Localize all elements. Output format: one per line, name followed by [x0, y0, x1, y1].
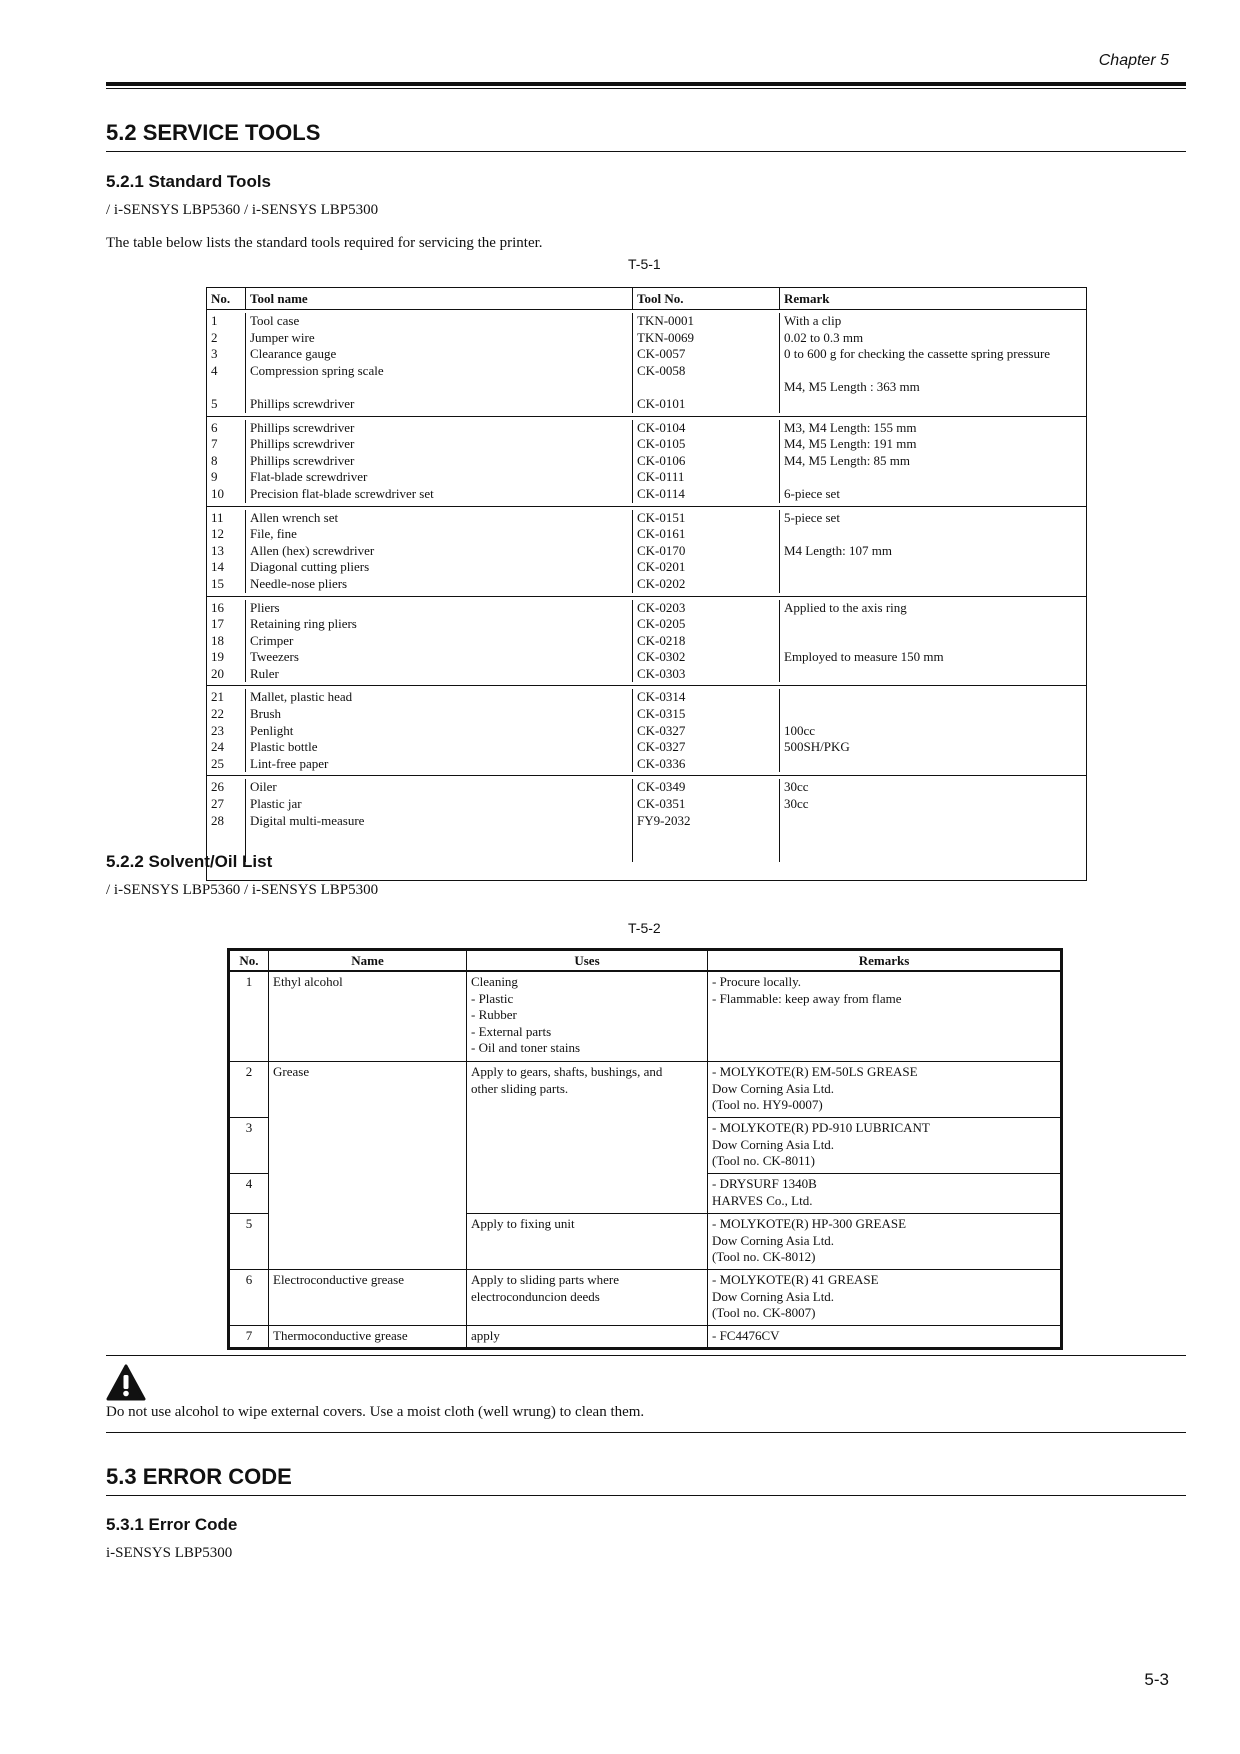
line: CK-0105: [637, 436, 686, 452]
cell-remarks: [708, 1174, 1060, 1214]
line: Crimper: [250, 632, 294, 648]
cell-name: Ethyl alcohol: [269, 972, 467, 1062]
line: CK-0202: [637, 575, 686, 591]
line: 24: [211, 739, 224, 755]
models-line-3: i-SENSYS LBP5300: [106, 1545, 233, 1561]
cell-name: Electroconductive grease: [269, 1270, 467, 1326]
line: CK-0327: [637, 722, 686, 738]
cell-remark: [780, 313, 1086, 413]
line: CK-0327: [637, 739, 686, 755]
section-rule: [106, 151, 1186, 152]
line: - Procure locally.: [712, 974, 802, 989]
line: File, fine: [250, 526, 297, 542]
cell-remarks: [708, 1118, 1060, 1174]
line: [250, 379, 628, 396]
header-remarks: Remarks: [708, 951, 1060, 972]
line: 0.02 to 0.3 mm: [784, 329, 864, 345]
line: [784, 616, 1082, 633]
table-label-t-5-2: T-5-2: [628, 920, 661, 936]
models-line-2: / i-SENSYS LBP5360 / i-SENSYS LBP5300: [106, 882, 379, 898]
line: Retaining ring pliers: [250, 616, 357, 632]
line: 9: [211, 469, 218, 485]
cell-remark: [780, 600, 1086, 683]
line: 10: [211, 485, 224, 501]
cell-name: Thermoconductive grease: [269, 1326, 467, 1347]
line: Dow Corning Asia Ltd.: [712, 1288, 835, 1304]
line: - FC4476CV: [712, 1328, 780, 1343]
cell-tool-name: [246, 313, 633, 413]
line: CK-0111: [637, 469, 685, 485]
cell-tool-name: [246, 600, 633, 683]
line: - External parts: [471, 1023, 552, 1039]
line: With a clip: [784, 313, 842, 328]
line: CK-0151: [637, 509, 686, 525]
line: 22: [211, 706, 224, 722]
line: Pliers: [250, 599, 280, 615]
line: (Tool no. CK-8011): [712, 1153, 815, 1169]
models-line: / i-SENSYS LBP5360 / i-SENSYS LBP5300: [106, 202, 379, 218]
line: CK-0101: [637, 395, 686, 411]
line: 2: [211, 329, 218, 345]
line: CK-0057: [637, 346, 686, 362]
caution-rule-bottom: [106, 1432, 1186, 1433]
line: Tweezers: [250, 649, 299, 665]
line: M3, M4 Length: 155 mm: [784, 419, 917, 435]
line: CK-0218: [637, 632, 686, 648]
line: [784, 813, 1082, 830]
header-name: Name: [269, 951, 467, 972]
chapter-label: Chapter 5: [1098, 52, 1169, 69]
line: apply: [471, 1328, 500, 1343]
cell-no: 7: [230, 1326, 269, 1347]
line: 3: [211, 346, 218, 362]
line: Plastic jar: [250, 796, 302, 812]
line: (Tool no. CK-8007): [712, 1305, 816, 1321]
line: [250, 846, 628, 863]
cell-tool-no: [633, 510, 780, 593]
line: Dow Corning Asia Ltd.: [712, 1232, 835, 1248]
line: [784, 756, 1082, 773]
line: CK-0302: [637, 649, 686, 665]
line: - Rubber: [471, 1007, 517, 1023]
line: 30cc: [784, 779, 809, 795]
line: Mallet, plastic head: [250, 689, 353, 705]
line: [784, 829, 1082, 846]
header-rule-thin: [106, 88, 1186, 89]
line: [784, 633, 1082, 650]
line: 19: [211, 649, 224, 665]
line: 11: [211, 509, 224, 525]
line: [784, 559, 1082, 576]
line: CK-0203: [637, 599, 686, 615]
line: Phillips screwdriver: [250, 395, 355, 411]
line: TKN-0069: [637, 329, 695, 345]
solvent-oil-table: [227, 948, 1063, 1350]
line: Apply to sliding parts where: [471, 1272, 620, 1287]
cell-no: [207, 600, 246, 683]
cell-no: [207, 779, 246, 862]
cell-tool-name: [246, 420, 633, 503]
line: - Flammable: keep away from flame: [712, 990, 902, 1006]
line: 4: [211, 362, 218, 378]
line: M4, M5 Length : 363 mm: [784, 379, 920, 395]
line: 5-piece set: [784, 509, 840, 525]
line: - MOLYKOTE(R) 41 GREASE: [712, 1272, 879, 1287]
table-label-t-5-1: T-5-1: [628, 256, 661, 272]
line: 16: [211, 599, 224, 615]
subsection-title-solvent-oil: 5.2.2 Solvent/Oil List: [106, 852, 273, 871]
cell-no: 1: [230, 972, 269, 1062]
cell-remark: [780, 689, 1086, 772]
line: [637, 379, 775, 396]
line: CK-0349: [637, 779, 686, 795]
cell-no: [207, 689, 246, 772]
cell-remarks: [708, 1270, 1060, 1326]
line: CK-0106: [637, 452, 686, 468]
line: 21: [211, 689, 224, 705]
line: Dow Corning Asia Ltd.: [712, 1080, 835, 1096]
cell-uses: [467, 1326, 708, 1347]
cell-tool-no: [633, 313, 780, 413]
line: CK-0058: [637, 362, 686, 378]
line: 7: [211, 436, 218, 452]
line: [211, 829, 241, 846]
line: Allen (hex) screwdriver: [250, 542, 375, 558]
line: CK-0314: [637, 689, 686, 705]
line: [784, 666, 1082, 683]
header-no: No.: [230, 951, 269, 972]
line: [784, 396, 1082, 413]
cell-no: 5: [230, 1214, 269, 1270]
cell-remarks: [708, 1326, 1060, 1347]
line: 5: [211, 395, 218, 411]
line: CK-0114: [637, 485, 685, 501]
line: 28: [211, 812, 224, 828]
header-uses: Uses: [467, 951, 708, 972]
section-rule-2: [106, 1495, 1186, 1496]
line: 14: [211, 559, 224, 575]
line: Clearance gauge: [250, 346, 337, 362]
line: 26: [211, 779, 224, 795]
subsection-title-standard-tools: 5.2.1 Standard Tools: [106, 172, 272, 191]
line: Applied to the axis ring: [784, 599, 907, 615]
table-header-row: [207, 288, 1086, 310]
line: 30cc: [784, 796, 809, 812]
line: CK-0205: [637, 616, 686, 632]
line: Dow Corning Asia Ltd.: [712, 1136, 835, 1152]
line: Jumper wire: [250, 329, 315, 345]
line: Oiler: [250, 779, 277, 795]
line: 100cc: [784, 722, 816, 738]
cell-remark: [780, 779, 1086, 862]
line: - MOLYKOTE(R) EM-50LS GREASE: [712, 1064, 918, 1079]
cell-uses: [467, 1062, 708, 1214]
line: [784, 846, 1082, 863]
line: Allen wrench set: [250, 509, 339, 525]
line: - Plastic: [471, 990, 514, 1006]
line: electroconduncion deeds: [471, 1288, 600, 1304]
header-no: No.: [207, 288, 246, 309]
line: Plastic bottle: [250, 739, 318, 755]
line: CK-0161: [637, 526, 686, 542]
header-tool-no: Tool No.: [633, 288, 780, 309]
line: Apply to fixing unit: [471, 1216, 575, 1231]
table-row-group: [207, 597, 1086, 687]
line: CK-0336: [637, 755, 686, 771]
intro-text: The table below lists the standard tools required for servicing the printer.: [106, 235, 543, 251]
line: - Oil and toner stains: [471, 1040, 581, 1056]
line: 500SH/PKG: [784, 739, 850, 755]
standard-tools-table: [206, 287, 1087, 881]
line: [784, 469, 1082, 486]
table-row-group: [207, 507, 1086, 597]
line: 17: [211, 616, 224, 632]
cell-name: Grease: [269, 1062, 467, 1270]
line: M4 Length: 107 mm: [784, 542, 892, 558]
warning-icon: [106, 1364, 146, 1402]
line: Digital multi-measure: [250, 812, 365, 828]
line: M4, M5 Length: 191 mm: [784, 436, 917, 452]
line: Needle-nose pliers: [250, 575, 348, 591]
line: 12: [211, 526, 224, 542]
cell-tool-no: [633, 600, 780, 683]
line: Brush: [250, 706, 282, 722]
line: Lint-free paper: [250, 755, 329, 771]
line: 13: [211, 542, 224, 558]
line: 25: [211, 755, 224, 771]
line: 6-piece set: [784, 485, 840, 501]
cell-uses: [467, 1270, 708, 1326]
line: other sliding parts.: [471, 1080, 569, 1096]
cell-tool-no: [633, 779, 780, 862]
caution-text: Do not use alcohol to wipe external covers. Use a moist cloth (well wrung) to clean them.: [106, 1404, 645, 1420]
cell-no: 3: [230, 1118, 269, 1174]
line: FY9-2032: [637, 812, 691, 828]
table-row-group: [207, 417, 1086, 507]
line: - DRYSURF 1340B: [712, 1176, 817, 1191]
line: 6: [211, 419, 218, 435]
line: CK-0170: [637, 542, 686, 558]
cell-uses: [467, 1214, 708, 1270]
line: Ruler: [250, 665, 279, 681]
table-row-group: [207, 776, 1086, 880]
cell-uses: [467, 972, 708, 1062]
page-number: 5-3: [1144, 1670, 1169, 1689]
line: 23: [211, 722, 224, 738]
line: 1: [211, 313, 218, 328]
line: CK-0104: [637, 419, 686, 435]
line: 18: [211, 632, 224, 648]
cell-remarks: [708, 972, 1060, 1062]
cell-remarks: [708, 1214, 1060, 1270]
line: CK-0201: [637, 559, 686, 575]
table-row-group: [207, 686, 1086, 776]
line: [637, 829, 775, 846]
line: Penlight: [250, 722, 294, 738]
cell-tool-name: [246, 779, 633, 862]
line: Compression spring scale: [250, 362, 384, 378]
line: [784, 363, 1082, 380]
header-tool-name: Tool name: [246, 288, 633, 309]
cell-tool-name: [246, 510, 633, 593]
cell-no: 2: [230, 1062, 269, 1118]
line: 27: [211, 796, 224, 812]
cell-no: [207, 510, 246, 593]
line: [784, 689, 1082, 706]
line: - MOLYKOTE(R) HP-300 GREASE: [712, 1216, 907, 1231]
line: Flat-blade screwdriver: [250, 469, 368, 485]
line: Diagonal cutting pliers: [250, 559, 370, 575]
line: - MOLYKOTE(R) PD-910 LUBRICANT: [712, 1120, 930, 1135]
cell-remark: [780, 510, 1086, 593]
line: HARVES Co., Ltd.: [712, 1192, 813, 1208]
cell-no: [207, 313, 246, 413]
line: Phillips screwdriver: [250, 452, 355, 468]
line: M4, M5 Length: 85 mm: [784, 452, 911, 468]
header-rule: [106, 82, 1186, 86]
cell-tool-no: [633, 689, 780, 772]
line: Apply to gears, shafts, bushings, and: [471, 1064, 663, 1079]
line: [784, 706, 1082, 723]
line: Tool case: [250, 313, 300, 328]
line: [250, 829, 628, 846]
line: Precision flat-blade screwdriver set: [250, 485, 434, 501]
line: (Tool no. HY9-0007): [712, 1097, 823, 1113]
cell-tool-no: [633, 420, 780, 503]
line: CK-0351: [637, 796, 686, 812]
caution-rule-top: [106, 1355, 1186, 1356]
cell-no: 4: [230, 1174, 269, 1214]
line: CK-0303: [637, 665, 686, 681]
cell-remarks: [708, 1062, 1060, 1118]
line: TKN-0001: [637, 313, 695, 328]
line: 0 to 600 g for checking the cassette spring pressure: [784, 346, 1051, 362]
line: 15: [211, 575, 224, 591]
cell-tool-name: [246, 689, 633, 772]
section-title-error-code: 5.3 ERROR CODE: [106, 1464, 292, 1489]
line: (Tool no. CK-8012): [712, 1249, 816, 1265]
subsection-title-error-code: 5.3.1 Error Code: [106, 1515, 238, 1534]
line: 8: [211, 452, 218, 468]
cell-no: [207, 420, 246, 503]
line: Phillips screwdriver: [250, 436, 355, 452]
line: CK-0315: [637, 706, 686, 722]
line: 20: [211, 665, 224, 681]
header-remark: Remark: [784, 291, 830, 306]
line: [784, 526, 1082, 543]
cell-remark: [780, 420, 1086, 503]
line: Employed to measure 150 mm: [784, 649, 944, 665]
section-title-service-tools: 5.2 SERVICE TOOLS: [106, 120, 321, 145]
line: [211, 379, 241, 396]
line: Cleaning: [471, 974, 518, 989]
line: Phillips screwdriver: [250, 419, 355, 435]
cell-no: 6: [230, 1270, 269, 1326]
table-row-group: [207, 310, 1086, 417]
line: [784, 576, 1082, 593]
line: [637, 846, 775, 863]
